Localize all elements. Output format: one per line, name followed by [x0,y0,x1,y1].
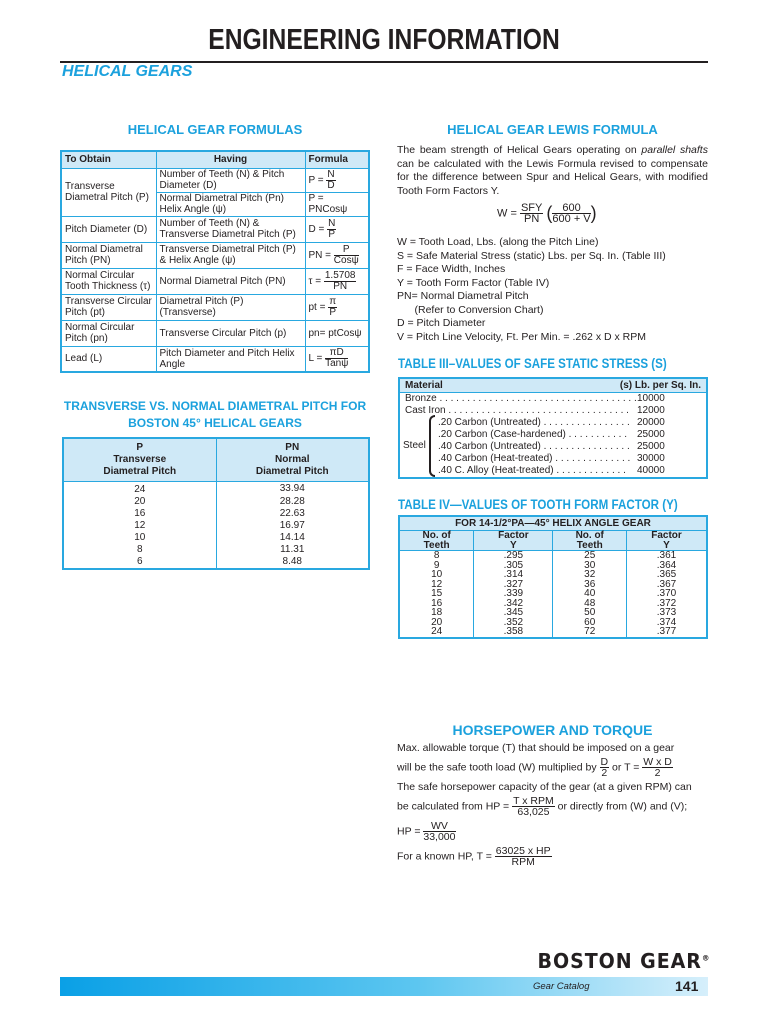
col-header: Material [405,380,443,391]
table-row [63,532,369,544]
teeth-cell: 10 [399,570,474,580]
table-row [61,268,369,294]
factor-cell: .374 [627,618,707,628]
normal-pitch-cell: 33.94 [216,482,369,497]
definition-line: F = Face Width, Inches [397,263,506,275]
formula-text: pn= ptCosψ [308,327,362,339]
factor-cell: .377 [627,627,707,638]
formula-cell [305,320,369,346]
formula-lhs: D = [308,223,325,235]
table-row [63,482,369,497]
hp-text: Max. allowable torque (T) that should be imposed on a gear will be the safe tooth load (W) multiplied by $\frac{D}{2}$ or T = $\frac{\text{W x D}}{2}$ The safe horsepower capacity of the gear (at a given RPM) can be calculated from HP = $\frac{\text{T x RPM}}{63,025}$ or directly from (W) and (V); HP = $\frac{WV}{33,000}$ For a known HP, T = $\frac{\text{63025 x HP}}{\text{RPM}}$ [397,742,692,868]
having-cell: Diametral Pitch (P) (Transverse) [156,294,305,320]
table-row [61,168,369,192]
normal-pitch-cell: 28.28 [216,496,369,508]
factor-cell: .367 [627,580,707,590]
teeth-cell: 72 [553,627,627,638]
factor-cell: .345 [474,608,553,618]
having-cell: Transverse Diametral Pitch (P) & Helix Angle (ψ) [156,242,305,268]
table-row [61,242,369,268]
col-header: To Obtain [61,151,156,168]
formula-lhs: pt = [308,301,326,313]
material-cell: .40 Carbon (Untreated) . . . . . . . . . . . . . . . . [438,441,630,452]
normal-pitch-cell: 14.14 [216,532,369,544]
numerator: N [328,217,336,229]
factor-cell: .305 [474,561,553,571]
numerator: πD [325,348,348,359]
to-obtain-cell: Transverse Diametral Pitch (P) [61,168,156,216]
formula-text: P = PNCosψ [308,193,348,215]
boston-gear-logo: BOSTON GEAR® [537,949,711,973]
teeth-cell: 40 [553,589,627,599]
col-header: Formula [305,151,369,168]
definition-line: Y = Tooth Form Factor (Table IV) [397,276,550,289]
definition-line: PN= Normal Diametral Pitch [397,290,529,302]
teeth-cell: 25 [553,551,627,561]
table-row [61,320,369,346]
formula-fraction [327,219,336,240]
factor-cell: .365 [627,570,707,580]
table-row [400,393,706,405]
table4-heading: TABLE IV—VALUES OF TOOTH FORM FACTOR (Y) [398,497,678,512]
formula-lhs: PN = [308,249,332,261]
table-row [61,294,369,320]
table-row [400,405,706,417]
teeth-cell: 36 [553,580,627,590]
formula-fraction [334,245,359,266]
material-cell: .40 Carbon (Heat-treated) . . . . . . . . . . . . . . [438,453,631,464]
material-cell: Bronze . . . . . . . . . . . . . . . . . . . . . . . . . . . . . . . . . . . . [405,393,637,404]
table-row [400,465,706,477]
denominator: PN [333,280,348,292]
to-obtain-cell: Pitch Diameter (D) [61,216,156,242]
col-header: Having [156,151,305,168]
table-row [63,556,369,569]
normal-pitch-cell: 11.31 [216,544,369,556]
denominator: P [329,306,337,318]
teeth-cell: 20 [399,618,474,628]
factor-cell: .358 [474,627,553,638]
formula-fraction [325,348,348,369]
lewis-equation: W = $\frac{\text{SFY}}{PN}$ ( $\frac{600}{600 + V}$ ) [497,202,597,225]
definition-line: (Refer to Conversion Chart) [397,303,544,316]
col-header: Factor Y [627,531,707,551]
table3-heading: TABLE III–VALUES OF SAFE STATIC STRESS (S) [398,356,667,371]
having-cell: Pitch Diameter and Pitch Helix Angle [156,346,305,372]
factor-cell: .342 [474,599,553,609]
table-row [399,627,707,638]
factor-cell: .364 [627,561,707,571]
table-row [399,551,707,561]
formula-cell [305,168,369,192]
factor-cell: .372 [627,599,707,609]
stress-value-cell: 25000 [637,429,665,440]
material-cell: .20 Carbon (Untreated) . . . . . . . . . . . . . . . . [438,417,630,428]
col-header-pn: PN Normal Diametral Pitch [216,438,369,482]
col-header-p: P Transverse Diametral Pitch [63,438,216,482]
table-row [63,520,369,532]
pitch-heading: TRANSVERSE VS. NORMAL DIAMETRAL PITCH FOR BOSTON 45° HELICAL GEARS [63,399,367,430]
lewis-heading: HELICAL GEAR LEWIS FORMULA [447,122,658,137]
definition-line: W = Tooth Load, Lbs. (along the Pitch Line) [397,236,599,248]
stress-value-cell: 25000 [637,441,665,452]
table-row [63,508,369,520]
teeth-cell: 60 [553,618,627,628]
to-obtain-cell: Lead (L) [61,346,156,372]
transverse-pitch-cell: 6 [63,556,216,569]
transverse-pitch-cell: 12 [63,520,216,532]
stress-value-cell: 12000 [637,405,665,416]
denominator: Tanψ [325,358,349,370]
table-row [400,417,706,429]
formula-cell [305,346,369,372]
col-header: (s) Lb. per Sq. In. [619,380,701,391]
stress-value-cell: 10000 [637,393,665,404]
definition-line: D = Pitch Diameter [397,317,486,329]
table-row [61,216,369,242]
stress-value-cell: 40000 [637,465,665,476]
teeth-cell: 16 [399,599,474,609]
numerator: π [329,295,337,307]
formulas-table [60,150,370,373]
transverse-pitch-cell: 16 [63,508,216,520]
normal-pitch-cell: 22.63 [216,508,369,520]
having-cell: Number of Teeth (N) & Transverse Diametral Pitch (P) [156,216,305,242]
teeth-cell: 8 [399,551,474,561]
transverse-pitch-cell: 8 [63,544,216,556]
to-obtain-cell: Transverse Circular Pitch (pt) [61,294,156,320]
stress-value-cell: 20000 [637,417,665,428]
pitch-table [62,437,370,570]
material-cell: .40 C. Alloy (Heat-treated) . . . . . . . . . . . . . [438,465,626,476]
numerator: N [327,168,335,180]
material-cell: .20 Carbon (Case-hardened) . . . . . . . . . . . [438,429,627,440]
formula-cell [305,294,369,320]
teeth-cell: 12 [399,580,474,590]
factor-cell: .361 [627,551,707,561]
denominator: Cosψ [333,254,359,266]
teeth-cell: 48 [553,599,627,609]
section-subtitle: HELICAL GEARS [62,63,193,80]
teeth-cell: 50 [553,608,627,618]
denominator: D [327,179,335,191]
table-row [400,429,706,441]
table-row [61,346,369,372]
hp-heading: HORSEPOWER AND TORQUE [452,722,653,738]
steel-brace [429,415,435,477]
factor-cell: .295 [474,551,553,561]
formula-lhs: L = [308,353,323,365]
formula-cell [305,268,369,294]
teeth-cell: 15 [399,589,474,599]
formula-fraction [324,271,357,292]
page-title: ENGINEERING INFORMATION [208,24,560,56]
to-obtain-cell: Normal Circular Pitch (pn) [61,320,156,346]
normal-pitch-cell: 8.48 [216,556,369,569]
formula-cell [305,242,369,268]
factor-cell: .373 [627,608,707,618]
formula-fraction [326,170,335,191]
teeth-cell: 24 [399,627,474,638]
table4-subheading: FOR 14-1/2°PA—45° HELIX ANGLE GEAR [399,516,707,531]
steel-label: Steel [403,440,426,451]
lewis-definitions [397,236,666,344]
stress-value-cell: 30000 [637,453,665,464]
teeth-cell: 32 [553,570,627,580]
denominator: P [328,228,336,240]
material-cell: Cast Iron . . . . . . . . . . . . . . . . . . . . . . . . . . . . . . . . . [405,405,629,416]
to-obtain-cell: Normal Circular Tooth Thickness (τ) [61,268,156,294]
col-header: No. of Teeth [399,531,474,551]
table-row [63,544,369,556]
formula-lhs: P = [308,174,324,186]
definition-line: V = Pitch Line Velocity, Ft. Per Min. = .262 x D x RPM [397,330,646,343]
transverse-pitch-cell: 10 [63,532,216,544]
formula-cell [305,216,369,242]
transverse-pitch-cell: 20 [63,496,216,508]
having-cell: Number of Teeth (N) & Pitch Diameter (D) [156,168,305,192]
footer-catalog-label: Gear Catalog [533,981,590,992]
teeth-cell: 9 [399,561,474,571]
tooth-factor-table [398,515,708,639]
factor-cell: .370 [627,589,707,599]
teeth-cell: 30 [553,561,627,571]
factor-cell: .352 [474,618,553,628]
header-row [399,531,707,551]
formulas-heading: HELICAL GEAR FORMULAS [127,122,303,137]
formula-lhs: τ = [308,275,322,287]
transverse-pitch-cell: 24 [63,482,216,497]
normal-pitch-cell: 16.97 [216,520,369,532]
table-row [400,453,706,465]
definition-line: S = Safe Material Stress (static) Lbs. per Sq. In. (Table III) [397,249,666,262]
table-row [63,496,369,508]
factor-cell: .339 [474,589,553,599]
having-cell: Transverse Circular Pitch (p) [156,320,305,346]
stress-table [398,377,708,479]
teeth-cell: 18 [399,608,474,618]
having-cell: Normal Diametral Pitch (PN) [156,268,305,294]
lewis-paragraph: The beam strength of Helical Gears operating on parallel shafts can be calculated with the Lewis Formula revised to compensate for the difference between Spur and Helical Gears, with modified Tooth Form Factors Y. [397,144,708,197]
page-number: 141 [675,978,699,994]
formula-fraction [328,297,337,318]
numerator: P [334,245,359,256]
to-obtain-cell: Normal Diametral Pitch (PN) [61,242,156,268]
col-header: No. of Teeth [553,531,627,551]
factor-cell: .327 [474,580,553,590]
factor-cell: .314 [474,570,553,580]
col-header: Factor Y [474,531,553,551]
footer-bar [60,977,708,996]
formula-cell [305,192,369,216]
numerator: 1.5708 [324,269,356,281]
having-cell: Normal Diametral Pitch (Pn) Helix Angle (ψ) [156,192,305,216]
table-row [400,441,706,453]
